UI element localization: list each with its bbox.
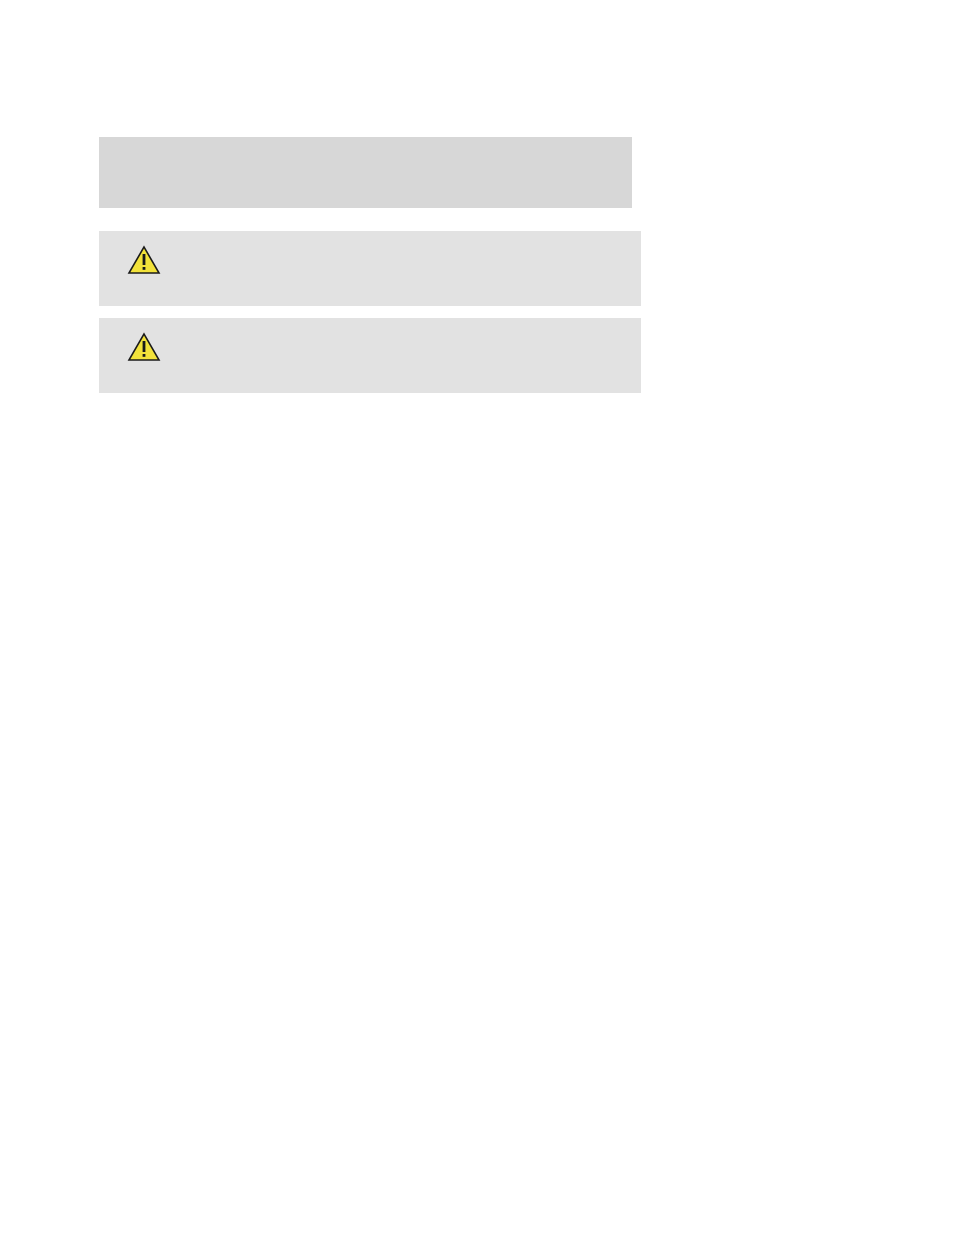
warning-box-parked-unattended — [99, 318, 641, 393]
chapter-header-band — [99, 137, 632, 208]
page-content — [115, 223, 625, 405]
warning-box-fifth-wheel — [99, 231, 641, 306]
warning-triangle-icon — [127, 332, 161, 362]
warning-triangle-icon — [127, 245, 161, 275]
